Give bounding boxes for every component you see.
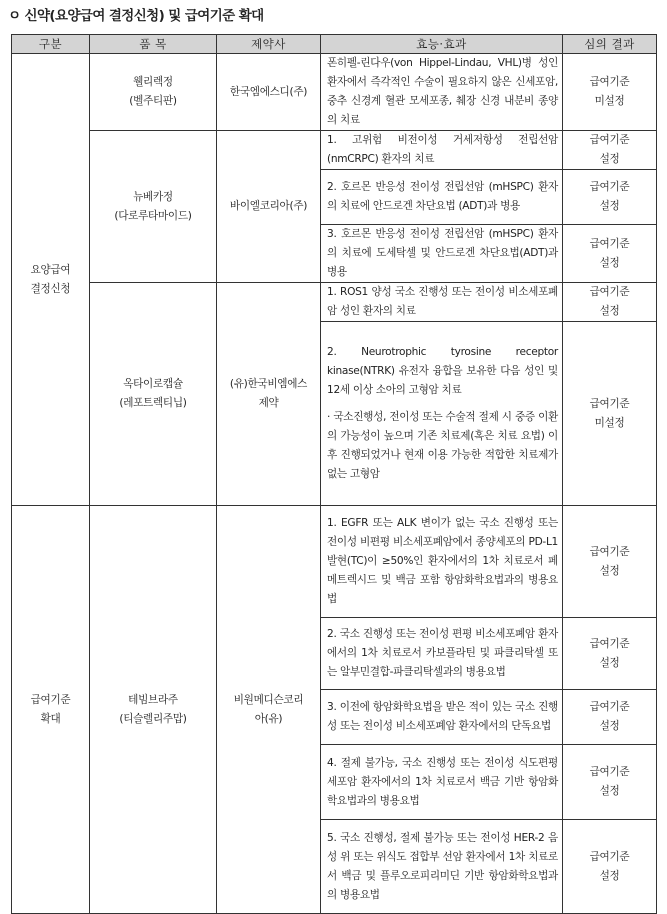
company-name: 비원메디슨코리 아(유) bbox=[217, 506, 321, 914]
review-result: 급여기준 설정 bbox=[563, 506, 657, 618]
review-result: 급여기준 미설정 bbox=[563, 54, 657, 131]
drug-review-table bbox=[11, 34, 657, 914]
section-label-application: 요양급여 결정신청 bbox=[12, 54, 90, 506]
indication-text: 1. 고위험 비전이성 거세저항성 전립선암 (nmCRPC) 환자의 치료 bbox=[321, 131, 563, 170]
indication-text: 1. ROS1 양성 국소 진행성 또는 전이성 비소세포폐암 성인 환자의 치료 bbox=[321, 283, 563, 322]
review-result: 급여기준 설정 bbox=[563, 131, 657, 170]
product-name: 테빔브라주 (티슬렐리주맙) bbox=[90, 506, 217, 914]
table-row bbox=[12, 54, 657, 131]
header-indication: 효능·효과 bbox=[321, 35, 563, 54]
table-row bbox=[12, 506, 657, 618]
section-label-expansion: 급여기준 확대 bbox=[12, 506, 90, 914]
indication-text: 5. 국소 진행성, 절제 불가능 또는 전이성 HER-2 음성 위 또는 위식도 접합부 선암 환자에서 1차 치료로서 백금 및 플루오로피리미딘 기반 항암화학요법과의 병용요법 bbox=[321, 820, 563, 914]
table-header-row bbox=[12, 35, 657, 54]
review-result: 급여기준 설정 bbox=[563, 820, 657, 914]
section-heading: ㅇ 신약(요양급여 결정신청) 및 급여기준 확대 bbox=[8, 8, 264, 24]
indication-text: 2. 국소 진행성 또는 전이성 편평 비소세포폐암 환자에서의 1차 치료로서 카보플라틴 및 파클리탁셀 또는 알부민결합-파클리탁셀과의 병용요법 bbox=[321, 618, 563, 690]
header-category: 구분 bbox=[12, 35, 90, 54]
indication-text: 폰히펠-린다우(von Hippel-Lindau, VHL)병 성인 환자에서 즉각적인 수술이 필요하지 않은 신세포암, 중추 신경계 혈관 모세포종, 췌장 신경 내분비 종양의 치료 bbox=[321, 54, 563, 131]
header-product: 품 목 bbox=[90, 35, 217, 54]
indication-text: 3. 호르몬 반응성 전이성 전립선암 (mHSPC) 환자의 치료에 도세탁셀 및 안드로겐 차단요법(ADT)과 병용 bbox=[321, 225, 563, 283]
header-result: 심의 결과 bbox=[563, 35, 657, 54]
review-result: 급여기준 설정 bbox=[563, 283, 657, 322]
table-row bbox=[12, 131, 657, 170]
indication-text: 3. 이전에 항암화학요법을 받은 적이 있는 국소 진행성 또는 전이성 비소세포폐암 환자에서의 단독요법 bbox=[321, 690, 563, 745]
indication-note: · 국소진행성, 전이성 또는 수술적 절제 시 중증 이환의 가능성이 높으며 기존 치료제(혹은 치료 요법) 이후 진행되었거나 현재 이용 가능한 적합한 치료제가 없는 고형암 bbox=[327, 411, 558, 480]
review-result: 급여기준 설정 bbox=[563, 170, 657, 225]
company-name: (유)한국비엠에스 제약 bbox=[217, 283, 321, 506]
product-name: 옥타이로캡슐 (레포트렉티닙) bbox=[90, 283, 217, 506]
table-row bbox=[12, 283, 657, 322]
indication-text: 4. 절제 불가능, 국소 진행성 또는 전이성 식도편평세포암 환자에서의 1차 치료로서 백금 기반 항암화학요법과의 병용요법 bbox=[321, 745, 563, 820]
company-name: 한국엠에스디(주) bbox=[217, 54, 321, 131]
indication-text: 1. EGFR 또는 ALK 변이가 없는 국소 진행성 또는 전이성 비편평 비소세포폐암에서 종양세포의 PD-L1발현(TC)이 ≥50%인 환자에서의 1차 치료로서 페메트렉시드 및 백금 포함 항암화학요법과의 병용요법 bbox=[321, 506, 563, 618]
review-result: 급여기준 설정 bbox=[563, 745, 657, 820]
review-result: 급여기준 설정 bbox=[563, 618, 657, 690]
review-result: 급여기준 미설정 bbox=[563, 322, 657, 506]
indication-text: 2. Neurotrophic tyrosine receptor kinase(NTRK) 유전자 융합을 보유한 다음 성인 및 12세 이상 소아의 고형암 치료 bbox=[327, 346, 558, 396]
product-name: 웰리렉정 (벨주티판) bbox=[90, 54, 217, 131]
header-company: 제약사 bbox=[217, 35, 321, 54]
indication-text: 2. 호르몬 반응성 전이성 전립선암 (mHSPC) 환자의 치료에 안드로겐 차단요법 (ADT)과 병용 bbox=[321, 170, 563, 225]
review-result: 급여기준 설정 bbox=[563, 225, 657, 283]
company-name: 바이엘코리아(주) bbox=[217, 131, 321, 283]
indication-cell bbox=[321, 322, 563, 506]
review-result: 급여기준 설정 bbox=[563, 690, 657, 745]
product-name: 뉴베카정 (다로루타마이드) bbox=[90, 131, 217, 283]
